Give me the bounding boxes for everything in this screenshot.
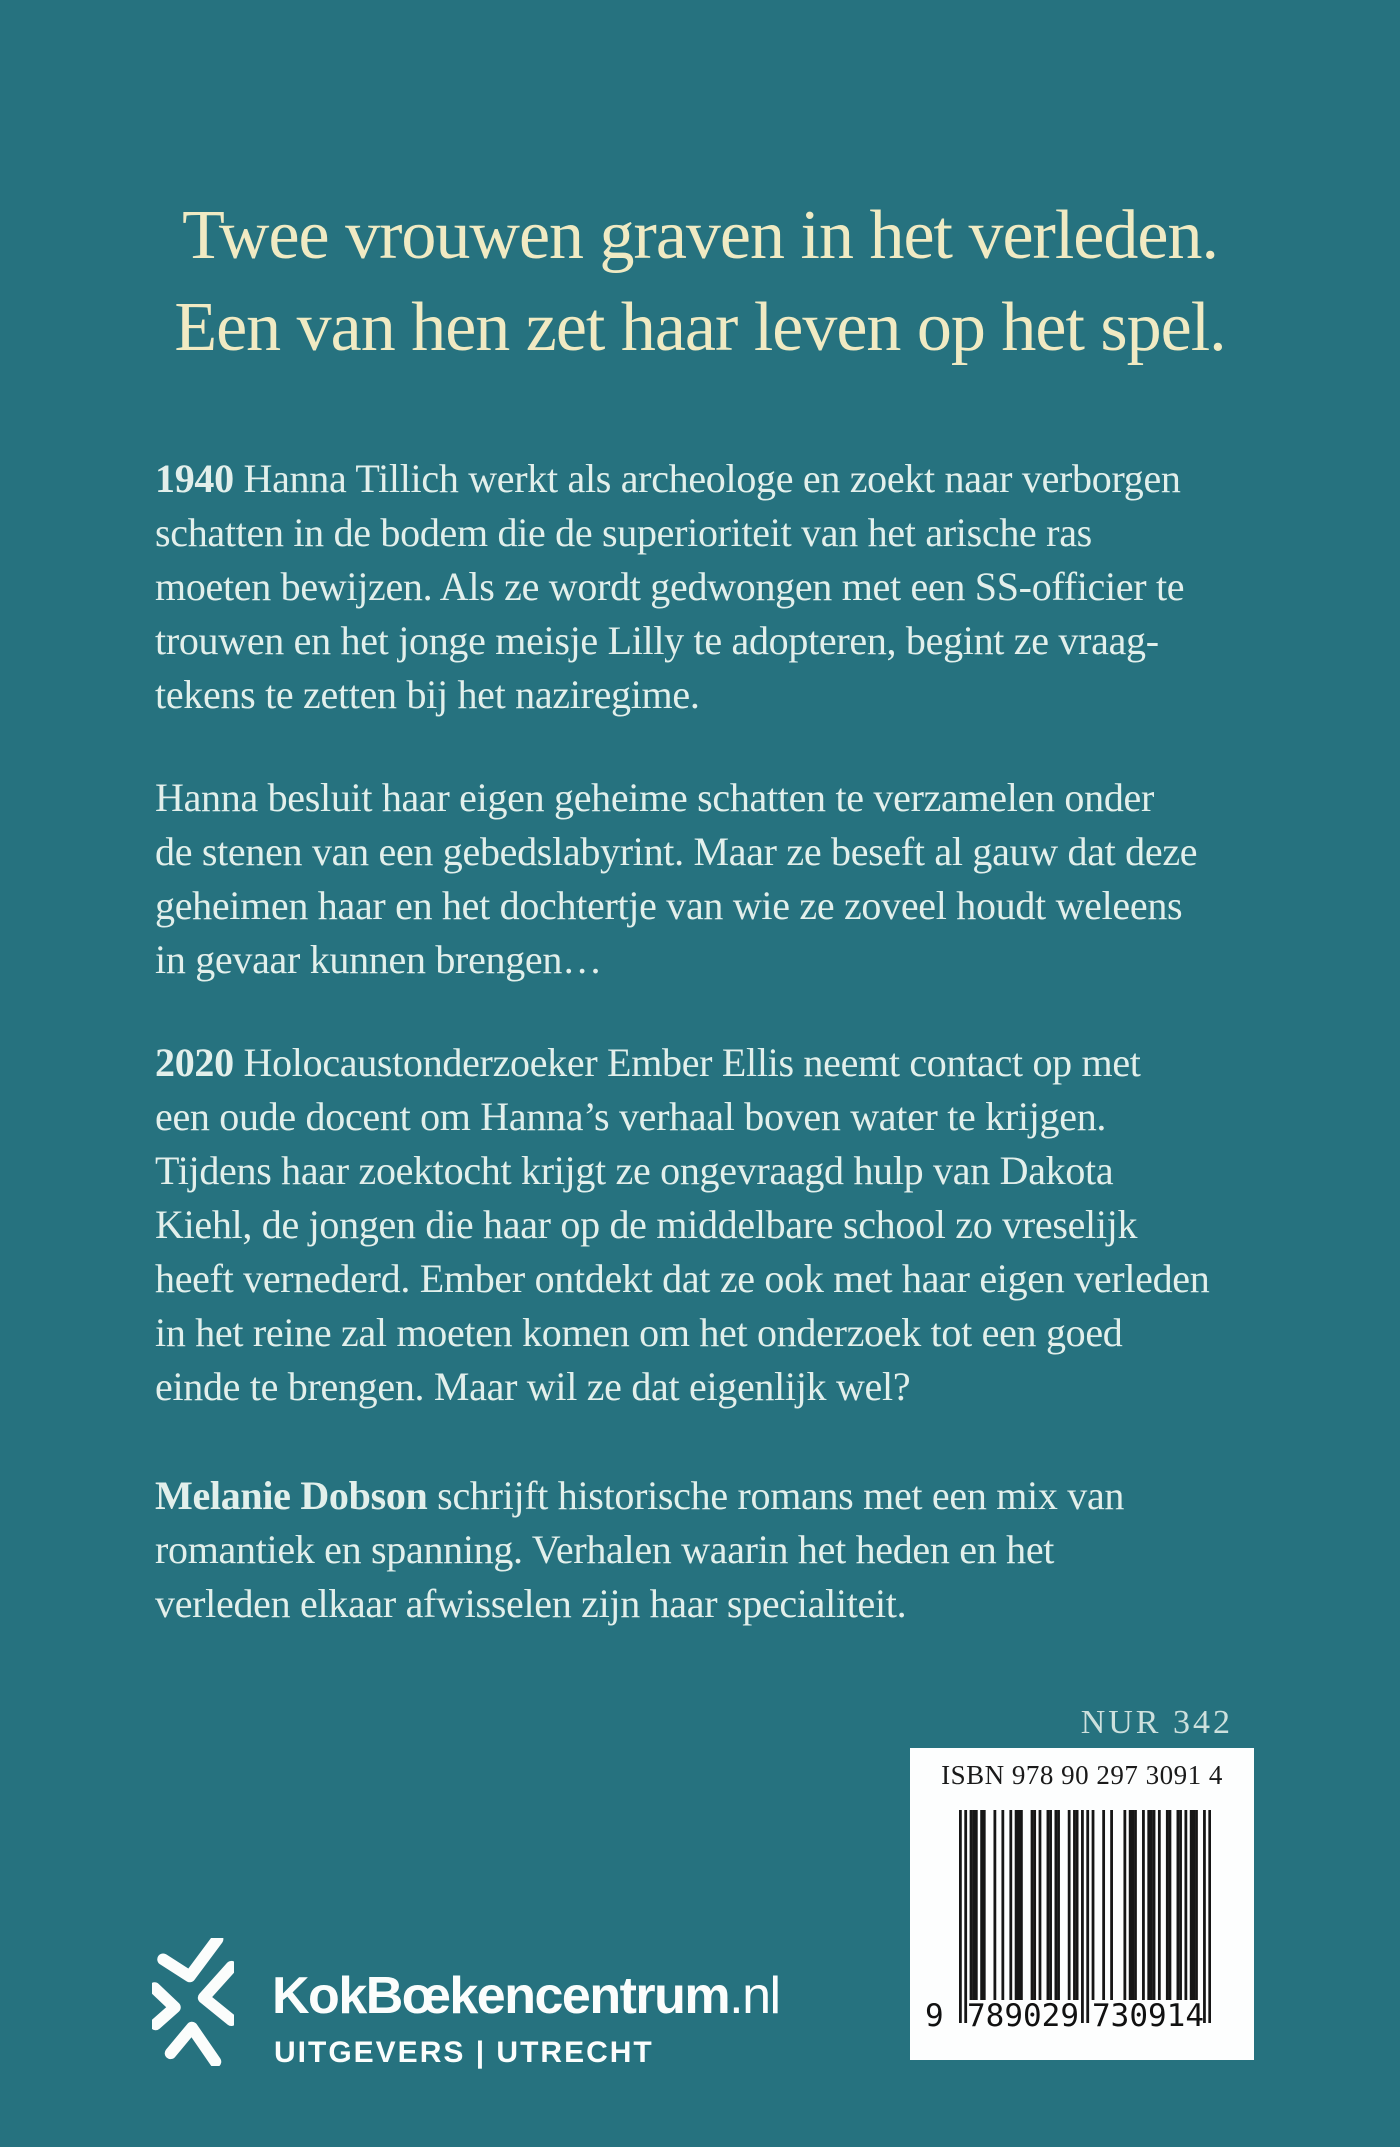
synopsis-line: trouwen en het jonge meisje Lilly te adopteren, begint ze vraag-: [155, 618, 1159, 663]
synopsis-line: de stenen van een gebedslabyrint. Maar ze beseft al gauw dat deze: [155, 829, 1198, 874]
author-name: Melanie Dobson: [155, 1473, 428, 1518]
synopsis-line: schatten in de bodem die de superioriteit van het arische ras: [155, 510, 1092, 555]
paragraph-lead-year: 2020: [155, 1040, 234, 1085]
synopsis-line: tekens te zetten bij het naziregime.: [155, 672, 700, 717]
publisher-logo-wordmark: [272, 1967, 780, 2025]
publisher-logo-star-icon: [152, 1938, 234, 2066]
synopsis-line: geheimen haar en het dochtertje van wie ze zoveel houdt weleens: [155, 883, 1183, 928]
publisher-subtitle: UITGEVERS | UTRECHT: [274, 2036, 654, 2069]
author-bio-line: [155, 1469, 1124, 1523]
synopsis-line: in gevaar kunnen brengen…: [155, 937, 602, 982]
synopsis-line: [155, 1036, 1209, 1090]
synopsis-line: Kiehl, de jongen die haar op de middelbare school zo vreselijk: [155, 1202, 1138, 1247]
author-bio-line: romantiek en spanning. Verhalen waarin het heden en het: [155, 1527, 1055, 1572]
barcode-digit-group-1: 789029: [967, 1998, 1079, 2034]
publisher-domain-suffix: .nl: [729, 1967, 780, 2025]
synopsis-line: moeten bewijzen. Als ze wordt gedwongen met een SS-officier te: [155, 564, 1185, 609]
barcode-digit-first: 9: [925, 1998, 944, 2034]
author-bio-paragraph: [155, 1469, 1124, 1631]
synopsis-line: einde te brengen. Maar wil ze dat eigenlijk wel?: [155, 1364, 911, 1409]
synopsis-line: een oude docent om Hanna’s verhaal boven water te krijgen.: [155, 1094, 1107, 1139]
synopsis-line: Tijdens haar zoektocht krijgt ze ongevraagd hulp van Dakota: [155, 1148, 1114, 1193]
nur-code: NUR 342: [1080, 1704, 1233, 1741]
synopsis-line: [155, 771, 1197, 825]
author-bio-text: schrijft historische romans met een mix van: [427, 1473, 1125, 1518]
headline: [0, 190, 1400, 374]
ean-barcode-icon: [959, 1810, 1211, 2023]
synopsis-line: heeft vernederd. Ember ontdekt dat ze ook met haar eigen verleden: [155, 1256, 1210, 1301]
paragraph-lead-year: 1940: [155, 456, 234, 501]
headline-line-2: Een van hen zet haar leven op het spel.: [174, 289, 1226, 366]
barcode-digit-group-2: 730914: [1092, 1998, 1204, 2034]
synopsis-paragraph-2020: [155, 1036, 1209, 1414]
synopsis-paragraph-hanna: [155, 771, 1197, 987]
publisher-name: KokBœkencentrum: [272, 1967, 730, 2025]
barcode-digits: [925, 1998, 1211, 2040]
synopsis-text: Holocaustonderzoeker Ember Ellis neemt contact op met: [233, 1040, 1141, 1085]
synopsis-line: in het reine zal moeten komen om het onderzoek tot een goed: [155, 1310, 1123, 1355]
headline-line-1: Twee vrouwen graven in het verleden.: [182, 197, 1218, 274]
synopsis-text: Hanna Tillich werkt als archeologe en zoekt naar verborgen: [233, 456, 1181, 501]
isbn-label: ISBN 978 90 297 3091 4: [941, 1760, 1223, 1790]
author-bio-line: verleden elkaar afwisselen zijn haar specialiteit.: [155, 1581, 907, 1626]
synopsis-text: Hanna besluit haar eigen geheime schatten te verzamelen onder: [155, 775, 1155, 820]
synopsis-line: [155, 452, 1184, 506]
isbn-barcode-panel: [910, 1748, 1254, 2060]
synopsis-paragraph-1940: [155, 452, 1184, 722]
